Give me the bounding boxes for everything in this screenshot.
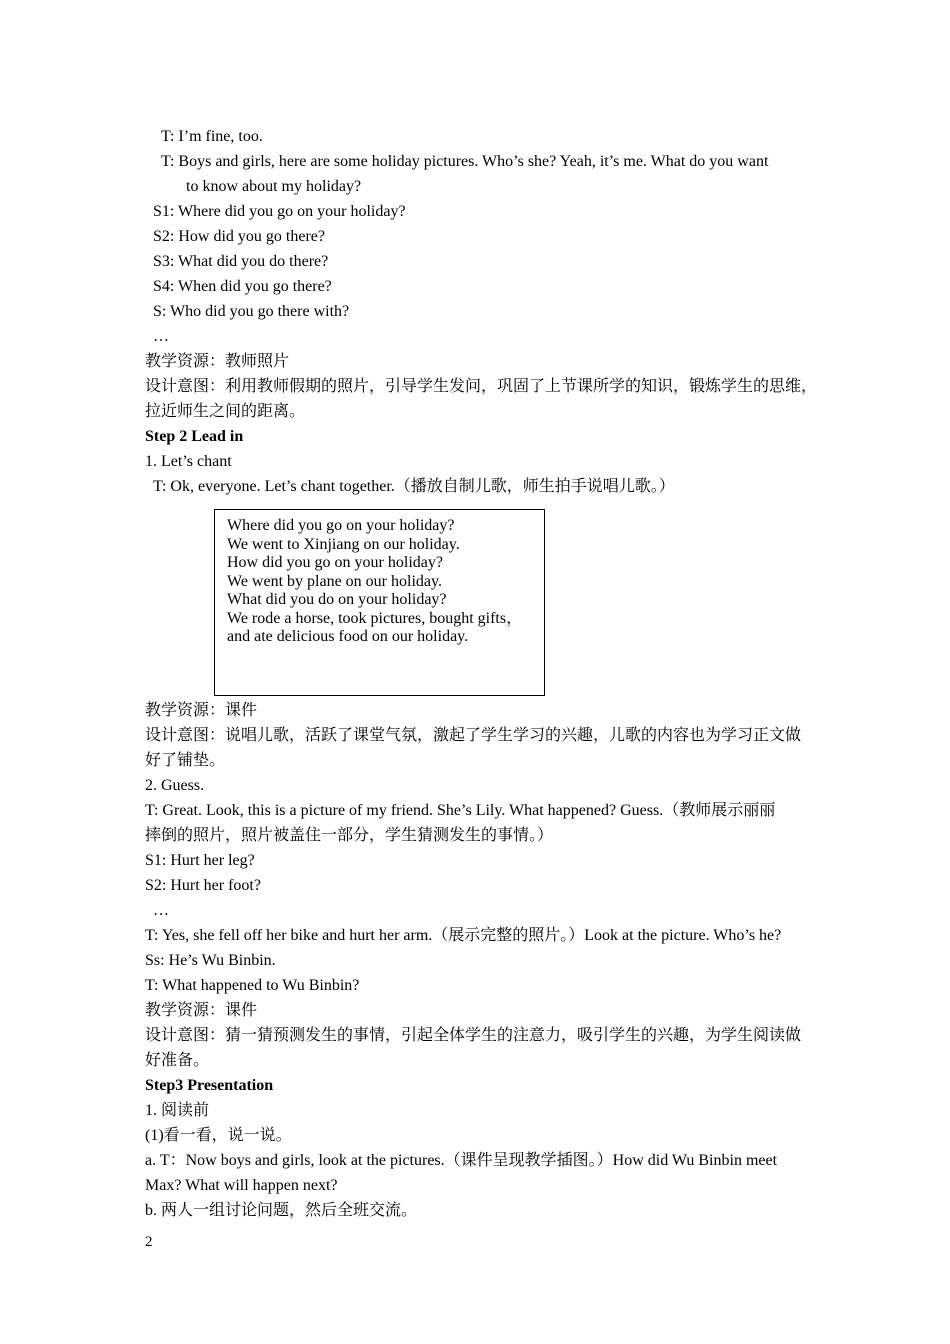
teaching-resource: 教学资源：课件 (145, 702, 258, 719)
sub-heading: 1. 阅读前 (145, 1102, 210, 1119)
chant-line: We went to Xinjiang on our holiday. (227, 536, 460, 553)
design-intent: 好准备。 (145, 1052, 210, 1069)
dialogue-line: T: Ok, everyone. Let’s chant together.（播放自制儿歌，师生拍手说唱儿歌。） (153, 478, 675, 495)
dialogue-line: T: Great. Look, this is a picture of my friend. She’s Lily. What happened? Guess.（教师展示丽丽 (145, 802, 776, 819)
ellipsis: … (153, 328, 169, 345)
sub-heading: 1. Let’s chant (145, 453, 232, 470)
dialogue-line: S: Who did you go there with? (153, 303, 350, 320)
sub-heading: 2. Guess. (145, 777, 205, 794)
teaching-resource: 教学资源：课件 (145, 1002, 258, 1019)
instruction-line: Max? What will happen next? (145, 1177, 338, 1194)
dialogue-line: T: What happened to Wu Binbin? (145, 977, 360, 994)
dialogue-line: T: I’m fine, too. (161, 128, 263, 145)
chant-line: We rode a horse, took pictures, bought gifts， (227, 610, 523, 627)
chant-line: and ate delicious food on our holiday. (227, 628, 469, 645)
dialogue-line: S2: Hurt her foot? (145, 877, 261, 894)
dialogue-line: S4: When did you go there? (153, 278, 332, 295)
page-number: 2 (145, 1234, 153, 1250)
dialogue-line: S3: What did you do there? (153, 253, 329, 270)
dialogue-line: S1: Hurt her leg? (145, 852, 255, 869)
chant-line: What did you do on your holiday? (227, 591, 447, 608)
sub-heading: (1)看一看，说一说。 (145, 1127, 292, 1144)
design-intent: 拉近师生之间的距离。 (145, 403, 306, 420)
teaching-resource: 教学资源：教师照片 (145, 353, 290, 370)
chant-line: How did you go on your holiday? (227, 554, 443, 571)
dialogue-line: T: Boys and girls, here are some holiday pictures. Who’s she? Yeah, it’s me. What do you want (161, 153, 769, 170)
chant-box (214, 509, 545, 696)
chant-line: Where did you go on your holiday? (227, 517, 455, 534)
ellipsis: … (153, 902, 169, 919)
design-intent: 设计意图：说唱儿歌，活跃了课堂气氛，激起了学生学习的兴趣，儿歌的内容也为学习正文做 (145, 727, 802, 744)
dialogue-line: Ss: He’s Wu Binbin. (145, 952, 276, 969)
design-intent: 设计意图：猜一猜预测发生的事情，引起全体学生的注意力，吸引学生的兴趣，为学生阅读做 (145, 1027, 802, 1044)
instruction-line: b. 两人一组讨论问题，然后全班交流。 (145, 1202, 418, 1219)
step-heading: Step 2 Lead in (145, 428, 244, 445)
design-intent: 好了铺垫。 (145, 752, 226, 769)
chant-line: We went by plane on our holiday. (227, 573, 442, 590)
dialogue-line: S1: Where did you go on your holiday? (153, 203, 406, 220)
instruction-line: a. T：Now boys and girls, look at the pictures.（课件呈现教学插图。）How did Wu Binbin meet (145, 1152, 778, 1169)
design-intent: 设计意图：利用教师假期的照片，引导学生发问，巩固了上节课所学的知识，锻炼学生的思维， (145, 378, 818, 395)
dialogue-line: S2: How did you go there? (153, 228, 325, 245)
dialogue-line: to know about my holiday? (186, 178, 362, 195)
dialogue-line: T: Yes, she fell off her bike and hurt her arm.（展示完整的照片。）Look at the picture. Who’s he? (145, 927, 782, 944)
dialogue-line: 摔倒的照片，照片被盖住一部分，学生猜测发生的事情。） (145, 827, 554, 844)
step-heading: Step3 Presentation (145, 1077, 274, 1094)
